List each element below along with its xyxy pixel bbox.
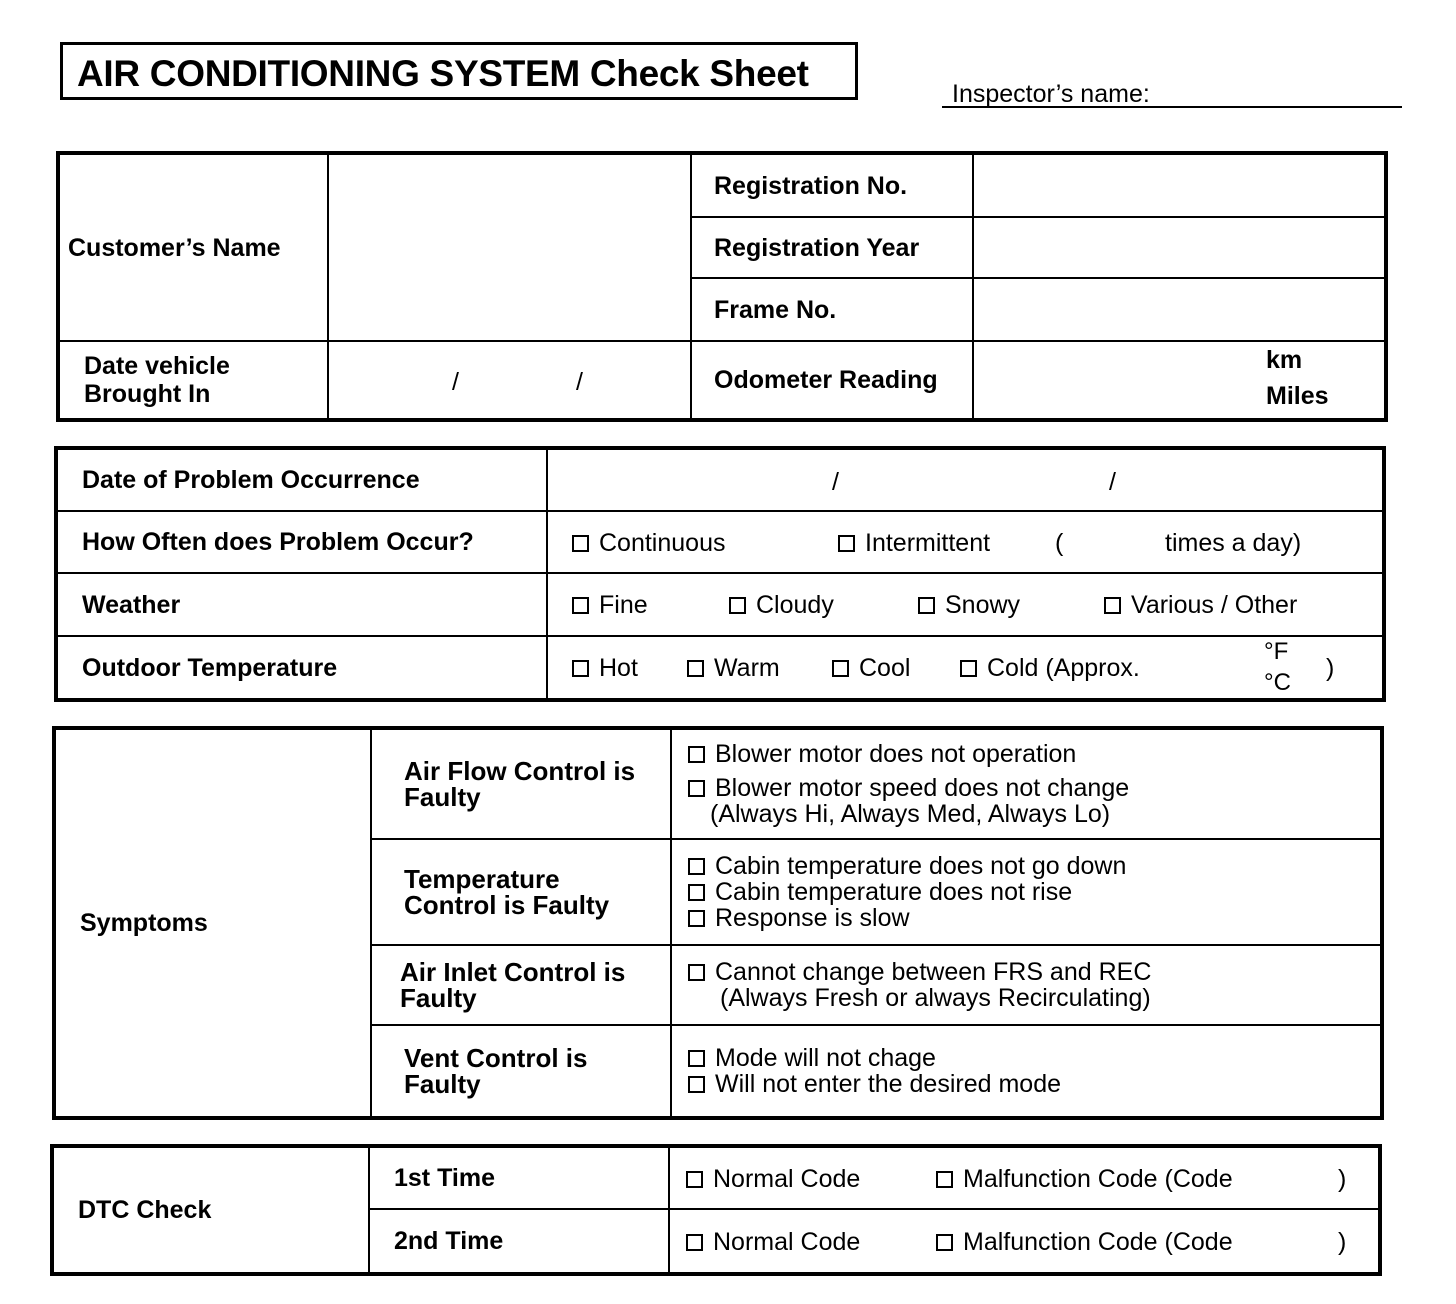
air-inlet-options <box>671 945 1381 1025</box>
dtc-second-time-label: 2nd Time <box>369 1209 669 1273</box>
inspector-name-field[interactable] <box>942 78 1402 108</box>
form-title-box <box>60 42 858 100</box>
checkbox-icon[interactable] <box>918 597 935 614</box>
outdoor-temperature-label: Outdoor Temperature <box>57 636 547 699</box>
checkbox-icon[interactable] <box>572 660 589 677</box>
temperature-options <box>547 636 1383 699</box>
weather-options <box>547 573 1383 636</box>
temperature-option[interactable]: Hot <box>572 654 638 683</box>
checkbox-icon[interactable] <box>936 1234 953 1251</box>
unit-miles: Miles <box>1266 382 1329 410</box>
registration-no-field[interactable] <box>973 154 1385 217</box>
checkbox-icon[interactable] <box>572 597 589 614</box>
frame-no-field[interactable] <box>973 278 1385 341</box>
checkbox-icon[interactable] <box>688 964 705 981</box>
symptom-option[interactable]: Mode will not chage <box>688 1045 1380 1071</box>
checkbox-icon[interactable] <box>688 910 705 927</box>
dtc-first-time-label: 1st Time <box>369 1147 669 1209</box>
checkbox-icon[interactable] <box>838 535 855 552</box>
checkbox-icon[interactable] <box>936 1171 953 1188</box>
temperature-control-options <box>671 839 1381 945</box>
malfunction-code-option[interactable]: Malfunction Code (Code <box>936 1165 1233 1194</box>
checkbox-icon[interactable] <box>729 597 746 614</box>
temperature-option[interactable]: Warm <box>687 654 780 683</box>
date-separator: / <box>576 368 583 396</box>
checkbox-icon[interactable] <box>688 884 705 901</box>
checkbox-icon[interactable] <box>686 1171 703 1188</box>
frequency-option[interactable]: Intermittent <box>838 529 990 558</box>
checkbox-icon[interactable] <box>688 1050 705 1067</box>
frequency-label: How Often does Problem Occur? <box>57 511 547 573</box>
checkbox-icon[interactable] <box>687 660 704 677</box>
weather-option[interactable]: Various / Other <box>1104 591 1297 620</box>
normal-code-option[interactable]: Normal Code <box>686 1165 860 1194</box>
checkbox-icon[interactable] <box>686 1234 703 1251</box>
odometer-field[interactable] <box>973 341 1385 419</box>
customer-name-label: Customer’s Name <box>59 154 328 341</box>
unit-km: km <box>1266 346 1303 374</box>
vehicle-info-table <box>58 153 1386 420</box>
customer-name-field[interactable] <box>328 154 691 341</box>
symptom-note: (Always Hi, Always Med, Always Lo) <box>710 800 1111 828</box>
vent-control-label: Vent Control is Faulty <box>371 1025 671 1117</box>
weather-option[interactable]: Fine <box>572 591 648 620</box>
unit-celsius: °C <box>1264 669 1291 696</box>
problem-date-label: Date of Problem Occurrence <box>57 449 547 511</box>
checkbox-icon[interactable] <box>688 858 705 875</box>
frame-no-label: Frame No. <box>691 278 973 341</box>
dtc-first-time-options <box>669 1147 1379 1209</box>
air-flow-control-label: Air Flow Control is Faulty <box>371 729 671 839</box>
inspector-name-label: Inspector’s name: <box>952 80 1150 108</box>
open-paren: ( <box>1055 529 1064 557</box>
date-separator: / <box>1109 468 1116 496</box>
symptoms-table <box>54 728 1382 1118</box>
frequency-options <box>547 511 1383 573</box>
checkbox-icon[interactable] <box>1104 597 1121 614</box>
registration-no-label: Registration No. <box>691 154 973 217</box>
checkbox-icon[interactable] <box>688 746 705 763</box>
dtc-second-time-options <box>669 1209 1379 1273</box>
date-separator: / <box>832 468 839 496</box>
dtc-check-table <box>52 1146 1380 1274</box>
date-separator: / <box>452 368 459 396</box>
symptom-option[interactable]: Will not enter the desired mode <box>688 1071 1380 1097</box>
date-brought-in-field[interactable] <box>328 341 691 419</box>
temperature-control-label: Temperature Control is Faulty <box>371 839 671 945</box>
symptom-option[interactable]: Cabin temperature does not go down <box>688 853 1380 879</box>
symptom-option[interactable]: Cabin temperature does not rise <box>688 879 1380 905</box>
close-paren: ) <box>1338 1228 1347 1256</box>
problem-info-table <box>56 448 1384 700</box>
weather-option[interactable]: Cloudy <box>729 591 834 620</box>
symptom-option[interactable]: Blower motor speed does not change <box>688 775 1380 801</box>
registration-year-label: Registration Year <box>691 217 973 278</box>
odometer-label: Odometer Reading <box>691 341 973 419</box>
registration-year-field[interactable] <box>973 217 1385 278</box>
frequency-option[interactable]: Continuous <box>572 529 725 558</box>
symptom-option[interactable]: Cannot change between FRS and REC <box>688 959 1380 985</box>
problem-date-field[interactable] <box>547 449 1383 511</box>
temperature-option[interactable]: Cold (Approx. <box>960 654 1140 683</box>
checkbox-icon[interactable] <box>688 1076 705 1093</box>
vent-control-options <box>671 1025 1381 1117</box>
dtc-check-label: DTC Check <box>53 1147 369 1273</box>
temperature-option[interactable]: Cool <box>832 654 910 683</box>
weather-option[interactable]: Snowy <box>918 591 1020 620</box>
symptom-option[interactable]: Blower motor does not operation <box>688 741 1380 767</box>
times-a-day-text: times a day) <box>1165 529 1302 557</box>
weather-label: Weather <box>57 573 547 636</box>
checkbox-icon[interactable] <box>960 660 977 677</box>
malfunction-code-option[interactable]: Malfunction Code (Code <box>936 1228 1233 1257</box>
date-brought-in-label: Date vehicle Brought In <box>59 341 328 419</box>
unit-fahrenheit: °F <box>1264 638 1289 665</box>
symptom-option[interactable]: Response is slow <box>688 905 1380 931</box>
symptoms-label: Symptoms <box>55 729 371 1117</box>
checkbox-icon[interactable] <box>688 780 705 797</box>
air-flow-options <box>671 729 1381 839</box>
checkbox-icon[interactable] <box>832 660 849 677</box>
symptom-note: (Always Fresh or always Recirculating) <box>720 984 1151 1012</box>
checkbox-icon[interactable] <box>572 535 589 552</box>
close-paren: ) <box>1326 654 1335 682</box>
normal-code-option[interactable]: Normal Code <box>686 1228 860 1257</box>
form-title: AIR CONDITIONING SYSTEM Check Sheet <box>77 53 809 94</box>
air-inlet-control-label: Air Inlet Control is Faulty <box>371 945 671 1025</box>
close-paren: ) <box>1338 1165 1347 1193</box>
